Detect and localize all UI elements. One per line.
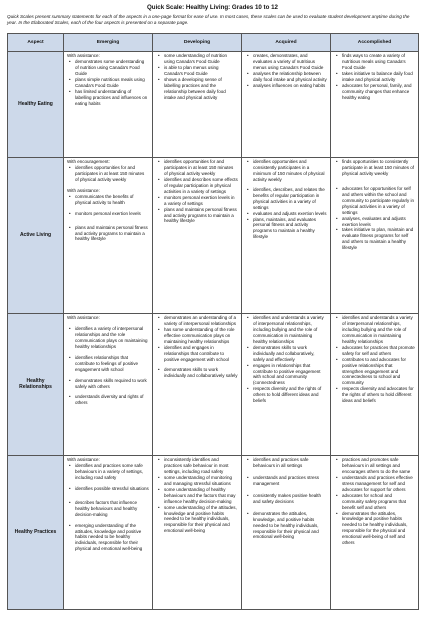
aspect-cell: Healthy Eating (8, 52, 64, 158)
list-item: • identifies possible stressful situations (75, 486, 149, 492)
item-list (334, 315, 415, 404)
list-item: • plans, maintains, and evaluates personal fitness and activity programs to maintain a healthy lifestyle (253, 217, 327, 241)
header-row (8, 34, 419, 52)
list-item: • analyses, evaluates and adjusts exertion levels (342, 216, 415, 228)
item-list (245, 315, 327, 404)
list-item: • shows a developing sense of labelling practices and the relationship between daily food intake and physical activity (164, 77, 238, 101)
aspect-cell: Healthy Practices (8, 456, 64, 610)
list-item: • communicates the benefits of physical activity to health (75, 194, 149, 206)
acquired-cell (242, 314, 331, 456)
item-list (334, 159, 415, 251)
page-title: Quick Scale: Healthy Living: Grades 10 to 12 (146, 4, 279, 11)
list-item: • demonstrates the attitudes, knowledge, and positive habits needed to be healthy individuals, responsible for their physical and emotional well-being (253, 511, 327, 541)
list-item: • advocates for practices that promote safety for self and others (342, 345, 415, 357)
list-item: • identifies and describes some effects of regular participation in physical activities in a variety of settings (164, 177, 238, 195)
developing-cell (153, 314, 242, 456)
emerging-cell (64, 314, 153, 456)
list-item: • some understanding of monitoring and managing stressful situations (164, 475, 238, 487)
list-item: • demonstrates an understanding of a variety of interpersonal relationships (164, 315, 238, 327)
acquired-cell (242, 158, 331, 314)
item-list (334, 457, 415, 546)
table-row (8, 52, 419, 158)
list-item: • inconsistently identifies and practices safe behaviour in most settings, including road safety (164, 457, 238, 475)
list-item: • contributes to and advocates for positive relationships that strengthen engagement and connectedness to school and community (342, 357, 415, 387)
item-list (156, 457, 238, 534)
list-item: • evaluates and adjusts exertion levels (253, 211, 327, 217)
list-item: • engages in relationships that contribute to positive engagement with school and community (connectedness (253, 363, 327, 387)
header-acquired: Acquired (242, 34, 331, 52)
header-developing: Developing (153, 34, 242, 52)
list-item: • identifies and understands a variety of interpersonal relationships, including bullying and the role of communication in maintaining healthy relationships (342, 315, 415, 345)
header-accomplished: Accomplished (331, 34, 419, 52)
list-item: • identifies, describes, and relates the benefits of regular participation in physical activities in a variety of settings (253, 187, 327, 211)
list-item: • has limited understanding of labelling practices and influences on eating habits (75, 89, 149, 107)
header-emerging: Emerging (64, 34, 153, 52)
table-row (8, 456, 419, 610)
list-item: • identifies and practices safe behaviours in all settings (253, 457, 327, 469)
item-list (67, 194, 149, 242)
emerging-cell (64, 52, 153, 158)
list-item: • emerging understanding of the attitudes, knowledge and positive habits needed to be healthy individuals, responsible for their physical and emotional well-being (75, 523, 149, 553)
emerging-cell (64, 158, 153, 314)
list-item: • describes factors that influence healthy behaviours and healthy decision-making (75, 500, 149, 518)
list-item: • advocates for personal, family, and community changes that enhance healthy eating (342, 83, 415, 101)
developing-cell (153, 52, 242, 158)
aspect-cell: Active Living (8, 158, 64, 314)
list-item: • identifies opportunities for and participates in at least 150 minutes of physical activity weekly (164, 159, 238, 177)
list-item: • analyses influences on eating habits (253, 83, 327, 89)
header-aspect: Aspect (8, 34, 64, 52)
list-item: • identifies and understands a variety of interpersonal relationships, including bullying and the role of communication in maintaining healthy relationships (253, 315, 327, 345)
accomplished-cell (331, 456, 419, 610)
list-item: • advocates for school and community safety programs that benefit self and others (342, 493, 415, 511)
developing-cell (153, 158, 242, 314)
list-item: • advocates for opportunities for self and others within the school and community to participate regularly in physical activities in a variety of settings (342, 186, 415, 216)
list-item: • identifies a variety of interpersonal relationships and the role communication plays on maintaining healthy relationships (75, 326, 149, 350)
item-list (245, 53, 327, 88)
item-list (156, 315, 238, 378)
item-list (67, 326, 149, 406)
list-item: • finds opportunities to consistently participate in at least 150 minutes of physical activity weekly (342, 159, 415, 177)
table-row (8, 314, 419, 456)
list-item: • understands and practices stress management (253, 475, 327, 487)
list-item: • some understanding of nutrition using Canada's Food Guide (164, 53, 238, 65)
list-item: • identifies and engages in relationships that contribute to positive engagement with school (164, 345, 238, 363)
list-item: • is able to plan menus using Canada's Food Guide (164, 65, 238, 77)
list-item: • identifies and practices some safe behaviours in a variety of settings, including road safety (75, 463, 149, 481)
list-item: • respects diversity and advocates for the rights of others to hold different ideas and beliefs (342, 386, 415, 404)
list-item: • monitors personal exertion levels (75, 211, 149, 217)
table-row (8, 158, 419, 314)
list-item: • has some understanding of the role effective communication plays on maintaining healthy relationships (164, 327, 238, 345)
cell-lead: With encouragement: (67, 159, 110, 165)
list-item: • demonstrates skills to work individually and collaboratively, safely and effectively (253, 345, 327, 363)
list-item: • demonstrates skills required to work safely with others (75, 378, 149, 390)
cell-lead: With assistance: (67, 53, 100, 59)
list-item: • takes initiative to plan, maintain and evaluate fitness programs for self and others to maintain a healthy lifestyle (342, 227, 415, 251)
list-item: • plans and maintains personal fitness and activity programs to maintain a healthy lifestyle (75, 225, 149, 243)
list-item: • creates, demonstrates, and evaluates a variety of nutritious menus using Canada's Food Guide (253, 53, 327, 71)
rubric-table (7, 33, 419, 610)
item-list (156, 159, 238, 224)
list-item: • consistently makes positive health and safety decisions (253, 493, 327, 505)
cell-lead: With assistance: (67, 457, 100, 463)
list-item: • respects diversity and the rights of others to hold different ideas and beliefs (253, 386, 327, 404)
list-item: • plans simple nutritious meals using Canada's Food Guide (75, 77, 149, 89)
emerging-cell (64, 456, 153, 610)
cell-lead: With assistance: (67, 315, 100, 321)
intro-paragraph: Quick Scales present summary statements for each of the aspects in a one-page format for ease of use. In most cases, these scales can be used to evaluate student development anytime during the year. In the Elaborated Scales, each of the four aspects is presented on a separate page. (7, 14, 410, 26)
item-list (67, 463, 149, 552)
item-list (334, 53, 415, 100)
list-item: • demonstrates some understanding of nutrition using Canada's Food Guide (75, 59, 149, 77)
list-item: • monitors personal exertion levels in a variety of settings (164, 195, 238, 207)
item-list (67, 165, 149, 183)
accomplished-cell (331, 52, 419, 158)
list-item: • finds ways to create a variety of nutritious meals using Canada's Food Guide (342, 53, 415, 71)
acquired-cell (242, 456, 331, 610)
list-item: • analyses the relationship between daily food intake and physical activity (253, 71, 327, 83)
aspect-cell: Healthy Relationships (8, 314, 64, 456)
list-item: • identifies opportunities for and participates in at least 150 minutes of physical activity weekly (75, 165, 149, 183)
list-item: • demonstrates the attitudes, knowledge and positive habits needed to be healthy individuals, responsible for the physical and emotional well-being of self and others (342, 511, 415, 546)
list-item: • identifies opportunities and consistently participates in a minimum of 150 minutes of physical activity weekly (253, 159, 327, 183)
item-list (245, 159, 327, 240)
item-list (156, 53, 238, 100)
list-item: • understands diversity and rights of others (75, 394, 149, 406)
acquired-cell (242, 52, 331, 158)
list-item: • plans and maintains personal fitness and activity programs to maintain a healthy lifestyle (164, 207, 238, 225)
list-item: • some understanding of healthy behaviours and the factors that may influence healthy decision-making (164, 487, 238, 505)
item-list (245, 457, 327, 540)
list-item: • understands and practices effective stress management for self and advocates for support for others (342, 475, 415, 493)
list-item: • practices and promotes safe behaviours in all settings and encourages others to do the same (342, 457, 415, 475)
cell-lead: With assistance: (67, 188, 100, 194)
list-item: • identifies relationships that contribute to feelings of positive engagement with school (75, 355, 149, 373)
list-item: • takes initiative to balance daily food intake and physical activity (342, 71, 415, 83)
item-list (67, 59, 149, 106)
list-item: • demonstrates skills to work individually and collaboratively safely (164, 367, 238, 379)
developing-cell (153, 456, 242, 610)
accomplished-cell (331, 314, 419, 456)
accomplished-cell (331, 158, 419, 314)
list-item: • some understanding of the attitudes, knowledge and positive habits needed to be healthy individuals, responsible for their physical and emotional well-being (164, 505, 238, 535)
